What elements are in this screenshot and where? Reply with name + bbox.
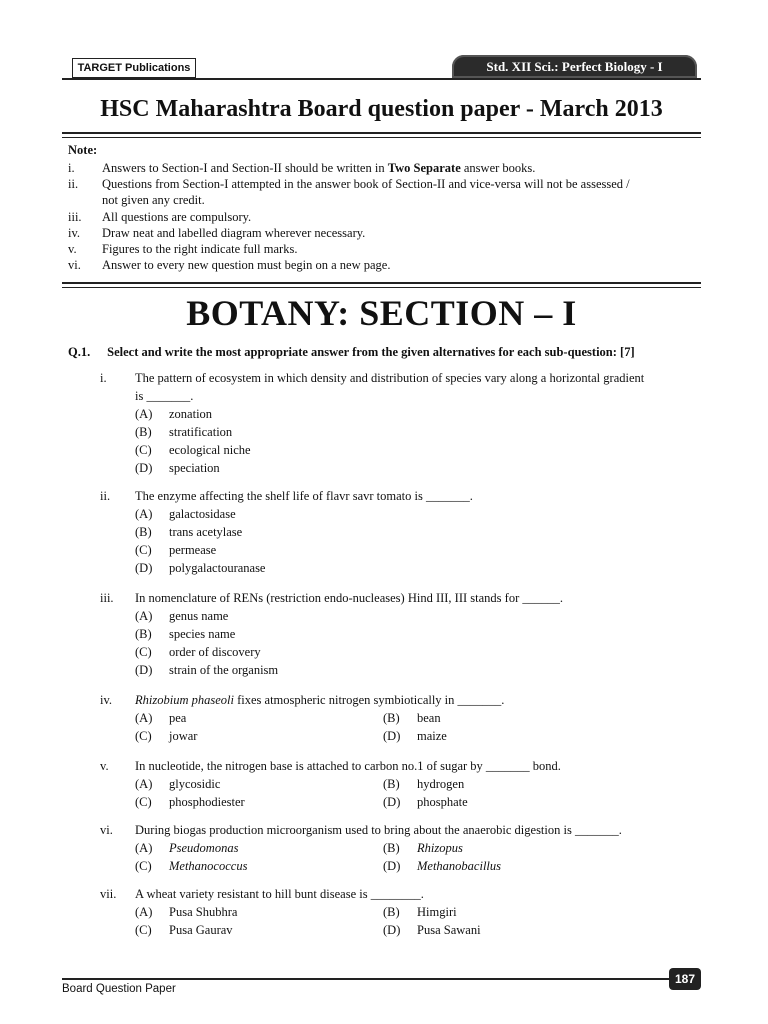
option: (C) Pusa Gaurav [135, 923, 233, 937]
subquestion-number: vi. [100, 823, 113, 837]
standard-badge: Std. XII Sci.: Perfect Biology - I [452, 55, 697, 78]
note-text: Figures to the right indicate full marks. [102, 242, 298, 257]
note-item [68, 160, 708, 176]
note-text: Answer to every new question must begin on a new page. [102, 258, 391, 273]
option: (C) Methanococcus [135, 859, 248, 873]
option: (A) galactosidase [135, 507, 236, 521]
option: (B) Rhizopus [383, 841, 463, 855]
note-item [68, 176, 708, 208]
subquestion-text: During biogas production microorganism used to bring about the anaerobic digestion is _______. [135, 823, 622, 837]
subquestion [100, 691, 710, 745]
footer-rule [62, 978, 682, 980]
subquestion-number: vii. [100, 887, 117, 901]
option: (C) jowar [135, 729, 198, 743]
subquestion [100, 589, 710, 679]
subquestion-number: i. [100, 371, 107, 385]
question-heading [68, 345, 635, 360]
option: (B) stratification [135, 425, 233, 439]
option: (D) speciation [135, 461, 220, 475]
option: (B) species name [135, 627, 236, 641]
note-number: vi. [68, 258, 81, 273]
option: (A) Pseudomonas [135, 841, 239, 855]
subquestion [100, 369, 710, 477]
note-text: Answers to Section-I and Section-II should be written in Two Separate answer books. [102, 161, 536, 175]
question-marks: [7] [620, 345, 635, 359]
note-list [68, 160, 708, 273]
subquestion-number: ii. [100, 489, 111, 503]
note-number: v. [68, 242, 77, 257]
option: (A) genus name [135, 609, 229, 623]
option: (A) zonation [135, 407, 213, 421]
subquestion-number: iii. [100, 591, 114, 605]
subquestion-text: A wheat variety resistant to hill bunt disease is ________. [135, 887, 424, 901]
subquestion-number: iv. [100, 693, 113, 707]
note-text: Draw neat and labelled diagram wherever necessary. [102, 225, 366, 240]
option: (C) order of discovery [135, 645, 261, 659]
option: (C) phosphodiester [135, 795, 245, 809]
note-number: i. [68, 161, 75, 175]
subquestion [100, 821, 710, 875]
note-text: All questions are compulsory. [102, 209, 252, 224]
page-title: HSC Maharashtra Board question paper - March 2013 [100, 96, 663, 122]
subquestion-text: In nomenclature of RENs (restriction endo-nucleases) Hind III, III stands for ______. [135, 591, 563, 605]
subquestion [100, 885, 710, 939]
option: (A) glycosidic [135, 777, 221, 791]
option: (D) maize [383, 729, 447, 743]
page-number: 187 [669, 968, 701, 990]
option: (C) permease [135, 543, 217, 557]
option: (A) Pusa Shubhra [135, 905, 238, 919]
note-number: iv. [68, 225, 81, 240]
question-text: Select and write the most appropriate answer from the given alternatives for each sub-question: [107, 345, 617, 359]
subquestion [100, 757, 710, 811]
option: (A) pea [135, 711, 187, 725]
subquestion-number: v. [100, 759, 109, 773]
note-number: iii. [68, 209, 82, 224]
note-emphasis: Two Separate [387, 161, 461, 175]
subquestion [100, 487, 710, 577]
footer-label: Board Question Paper [62, 983, 176, 995]
publisher-label: TARGET Publications [72, 58, 196, 78]
note-text: Questions from Section-I attempted in the answer book of Section-II and vice-versa will not be assessed / not given any credit. [102, 177, 630, 208]
option: (D) polygalactouranase [135, 561, 266, 575]
section-title: BOTANY: SECTION – I [186, 293, 577, 333]
subquestion-text: Rhizobium phaseoli fixes atmospheric nitrogen symbiotically in _______. [135, 693, 505, 707]
note-item [68, 241, 708, 257]
option: (D) Pusa Sawani [383, 923, 481, 937]
option: (B) trans acetylase [135, 525, 243, 539]
option: (B) hydrogen [383, 777, 465, 791]
option: (D) phosphate [383, 795, 468, 809]
note-item [68, 225, 708, 241]
note-item [68, 209, 708, 225]
note-heading: Note: [68, 143, 98, 157]
note-item [68, 257, 708, 273]
subquestion-text: The enzyme affecting the shelf life of flavr savr tomato is _______. [135, 489, 473, 503]
option: (B) bean [383, 711, 441, 725]
option: (B) Himgiri [383, 905, 457, 919]
option: (D) Methanobacillus [383, 859, 502, 873]
note-number: ii. [68, 177, 79, 192]
title-divider [62, 132, 701, 138]
option: (C) ecological niche [135, 443, 251, 457]
option: (D) strain of the organism [135, 663, 279, 677]
note-divider [62, 282, 701, 288]
subquestion-text: In nucleotide, the nitrogen base is attached to carbon no.1 of sugar by _______ bond. [135, 759, 561, 773]
question-number: Q.1. [68, 345, 91, 359]
subquestion-text: The pattern of ecosystem in which density and distribution of species vary along a horizontal gradient is _______. [135, 371, 645, 403]
header-rule [62, 78, 701, 80]
